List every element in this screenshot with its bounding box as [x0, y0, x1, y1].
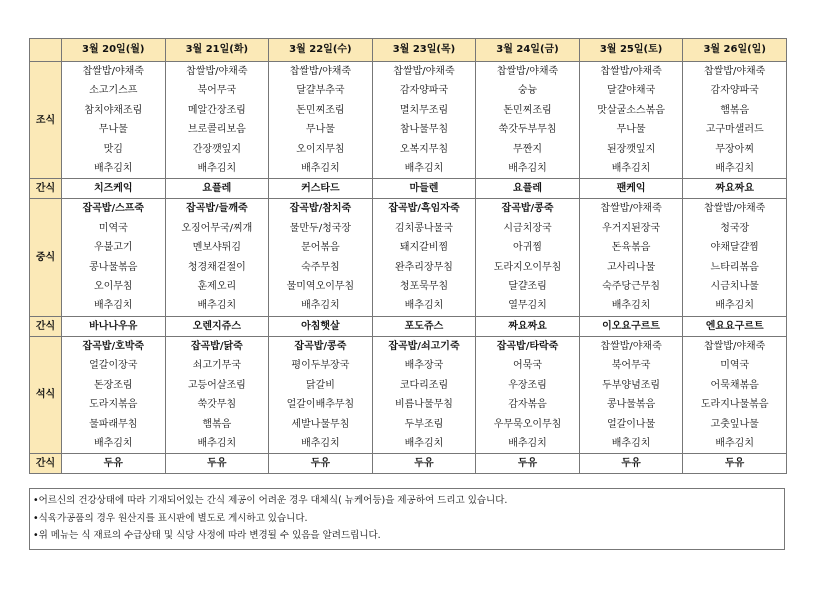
menu-item: 북어무국 — [165, 81, 269, 100]
menu-item: 쑥갓두부무침 — [476, 120, 580, 139]
snack-item: 치즈케익 — [62, 179, 166, 199]
menu-item: 미역국 — [683, 356, 787, 375]
menu-item: 오이지무침 — [269, 140, 373, 159]
lunch-row — [30, 238, 787, 257]
menu-item: 돈민찌조림 — [476, 101, 580, 120]
menu-item: 숭늉 — [476, 81, 580, 100]
menu-item: 고춧잎나물 — [683, 415, 787, 434]
menu-item: 우무묵오이무침 — [476, 415, 580, 434]
menu-item: 잡곡밥/콩죽 — [269, 336, 373, 356]
breakfast-label: 조식 — [30, 62, 62, 179]
dinner-row — [30, 376, 787, 395]
menu-item: 햄볶음 — [683, 101, 787, 120]
menu-item: 찹쌀밥/야채죽 — [683, 199, 787, 219]
menu-item: 달걀조림 — [476, 277, 580, 296]
lunch-label: 중식 — [30, 199, 62, 316]
menu-item: 우거지된장국 — [579, 219, 683, 238]
menu-item: 찹쌀밥/야채죽 — [62, 62, 166, 82]
menu-item: 감자양파국 — [683, 81, 787, 100]
lunch-row — [30, 277, 787, 296]
menu-item: 열무김치 — [476, 296, 580, 316]
menu-item: 배추장국 — [372, 356, 476, 375]
snack-item: 짜요짜요 — [683, 179, 787, 199]
snack-item: 두유 — [165, 454, 269, 474]
menu-item: 오복지무침 — [372, 140, 476, 159]
snack3-label: 간식 — [30, 454, 62, 474]
menu-item: 찹쌀밥/야채죽 — [683, 62, 787, 82]
menu-item: 돼지갈비찜 — [372, 238, 476, 257]
menu-body — [30, 62, 787, 474]
menu-item: 잡곡밥/닭죽 — [165, 336, 269, 356]
snack-item: 이오요구르트 — [579, 316, 683, 336]
menu-item: 돈육볶음 — [579, 238, 683, 257]
menu-item: 찹쌀밥/야채죽 — [579, 199, 683, 219]
menu-item: 청포묵무침 — [372, 277, 476, 296]
menu-item: 무나물 — [579, 120, 683, 139]
dinner-row — [30, 336, 787, 356]
dinner-row — [30, 395, 787, 414]
menu-item: 잡곡밥/쇠고기죽 — [372, 336, 476, 356]
note-line: •식육가공품의 경우 원산지를 표시판에 별도로 게시하고 있습니다. — [33, 512, 308, 524]
menu-item: 무짠지 — [476, 140, 580, 159]
snack-item: 짜요짜요 — [476, 316, 580, 336]
note-line: •어르신의 건강상태에 따라 기재되어있는 간식 제공이 어려운 경우 대체식( 뉴케어등)을 제공하여 드리고 있습니다. — [33, 495, 508, 506]
menu-item: 배추김치 — [62, 296, 166, 316]
menu-item: 배추김치 — [476, 159, 580, 179]
menu-item: 두부양념조림 — [579, 376, 683, 395]
notes-box — [29, 488, 785, 550]
menu-item: 고구마샐러드 — [683, 120, 787, 139]
menu-item: 배추김치 — [579, 159, 683, 179]
menu-item: 배추김치 — [269, 434, 373, 454]
breakfast-row — [30, 120, 787, 139]
menu-item: 도라지나물볶음 — [683, 395, 787, 414]
menu-item: 오징어무국/찌개 — [165, 219, 269, 238]
menu-item: 돈장조림 — [62, 376, 166, 395]
menu-item: 돈민찌조림 — [269, 101, 373, 120]
menu-item: 어묵채볶음 — [683, 376, 787, 395]
menu-item: 찹쌀밥/야채죽 — [683, 336, 787, 356]
snack2-row — [30, 316, 787, 336]
menu-item: 닭갈비 — [269, 376, 373, 395]
menu-item: 고등어살조림 — [165, 376, 269, 395]
day-header: 3월 26일(일) — [683, 39, 787, 62]
dinner-label: 석식 — [30, 336, 62, 453]
snack-item: 두유 — [372, 454, 476, 474]
menu-item: 배추김치 — [372, 296, 476, 316]
snack-item: 요플레 — [476, 179, 580, 199]
menu-item: 배추김치 — [165, 159, 269, 179]
menu-item: 브로콜리보음 — [165, 120, 269, 139]
menu-item: 찹쌀밥/야채죽 — [579, 62, 683, 82]
menu-item: 배추김치 — [165, 296, 269, 316]
menu-item: 쇠고기무국 — [165, 356, 269, 375]
menu-item: 두부조림 — [372, 415, 476, 434]
menu-item: 코다리조림 — [372, 376, 476, 395]
menu-item: 소고기스프 — [62, 81, 166, 100]
menu-item: 잡곡밥/타락죽 — [476, 336, 580, 356]
snack-item: 두유 — [62, 454, 166, 474]
menu-item: 감자양파국 — [372, 81, 476, 100]
snack-item: 엔요요구르트 — [683, 316, 787, 336]
menu-item: 얼갈이배추무침 — [269, 395, 373, 414]
menu-item: 잡곡밥/들깨죽 — [165, 199, 269, 219]
menu-item: 맛김 — [62, 140, 166, 159]
menu-item: 미역국 — [62, 219, 166, 238]
menu-item: 감자볶음 — [476, 395, 580, 414]
day-header: 3월 25일(토) — [579, 39, 683, 62]
menu-item: 멘보샤튀김 — [165, 238, 269, 257]
menu-item: 참치야채조림 — [62, 101, 166, 120]
menu-item: 배추김치 — [269, 296, 373, 316]
menu-item: 쑥갓무침 — [165, 395, 269, 414]
menu-item: 배추김치 — [372, 434, 476, 454]
menu-item: 잡곡밥/콩죽 — [476, 199, 580, 219]
note-line: •위 메뉴는 식 재료의 수급상태 및 식당 사정에 따라 변경될 수 있음을 알려드립니다. — [33, 530, 381, 541]
day-header: 3월 24일(금) — [476, 39, 580, 62]
menu-item: 시금치장국 — [476, 219, 580, 238]
snack1-row — [30, 179, 787, 199]
menu-item: 달걀야채국 — [579, 81, 683, 100]
menu-item: 도라지볶음 — [62, 395, 166, 414]
dinner-row — [30, 415, 787, 434]
snack-item: 팬케익 — [579, 179, 683, 199]
menu-item: 훈제오리 — [165, 277, 269, 296]
menu-item: 북어무국 — [579, 356, 683, 375]
menu-item: 시금치나물 — [683, 277, 787, 296]
menu-item: 야채달걀찜 — [683, 238, 787, 257]
menu-item: 참나물무침 — [372, 120, 476, 139]
header-corner — [30, 39, 62, 62]
menu-item: 무나물 — [269, 120, 373, 139]
snack-item: 두유 — [683, 454, 787, 474]
menu-item: 찹쌀밥/야채죽 — [476, 62, 580, 82]
menu-item: 물만두/청국장 — [269, 219, 373, 238]
menu-item: 무나물 — [62, 120, 166, 139]
menu-item: 햄볶음 — [165, 415, 269, 434]
menu-item: 잡곡밥/흑임자죽 — [372, 199, 476, 219]
menu-item: 배추김치 — [372, 159, 476, 179]
menu-item: 세발나물무침 — [269, 415, 373, 434]
menu-item: 배추김치 — [62, 434, 166, 454]
snack-item: 마들렌 — [372, 179, 476, 199]
menu-item: 된장깻잎지 — [579, 140, 683, 159]
menu-item: 잡곡밥/호박죽 — [62, 336, 166, 356]
menu-item: 배추김치 — [579, 296, 683, 316]
menu-item: 우장조림 — [476, 376, 580, 395]
menu-item: 완추리장무침 — [372, 258, 476, 277]
menu-item: 배추김치 — [683, 159, 787, 179]
lunch-row — [30, 219, 787, 238]
menu-item: 배추김치 — [62, 159, 166, 179]
menu-item: 달걀부추국 — [269, 81, 373, 100]
dinner-row — [30, 356, 787, 375]
menu-item: 배추김치 — [683, 296, 787, 316]
breakfast-row — [30, 62, 787, 82]
menu-item: 숙주무침 — [269, 258, 373, 277]
menu-item: 청경채겉절이 — [165, 258, 269, 277]
menu-item: 찹쌀밥/야채죽 — [269, 62, 373, 82]
menu-item: 도라지오이무침 — [476, 258, 580, 277]
menu-item: 무장아찌 — [683, 140, 787, 159]
menu-item: 잡곡밥/스프죽 — [62, 199, 166, 219]
snack2-label: 간식 — [30, 316, 62, 336]
menu-item: 얼갈이나물 — [579, 415, 683, 434]
breakfast-row — [30, 101, 787, 120]
snack-item: 두유 — [476, 454, 580, 474]
lunch-row — [30, 258, 787, 277]
day-header: 3월 22일(수) — [269, 39, 373, 62]
menu-item: 배추김치 — [683, 434, 787, 454]
menu-item: 고사리나물 — [579, 258, 683, 277]
snack3-row — [30, 454, 787, 474]
menu-item: 배추김치 — [165, 434, 269, 454]
menu-item: 우불고기 — [62, 238, 166, 257]
weekly-menu-table — [29, 38, 787, 474]
menu-item: 평이두부장국 — [269, 356, 373, 375]
menu-item: 물파래무침 — [62, 415, 166, 434]
menu-item: 얼갈이장국 — [62, 356, 166, 375]
menu-item: 맛살굴소스볶음 — [579, 101, 683, 120]
menu-item: 아귀찜 — [476, 238, 580, 257]
menu-item: 숙주당근무침 — [579, 277, 683, 296]
breakfast-row — [30, 81, 787, 100]
day-header: 3월 21일(화) — [165, 39, 269, 62]
day-header: 3월 20일(월) — [62, 39, 166, 62]
snack-item: 두유 — [269, 454, 373, 474]
snack-item: 두유 — [579, 454, 683, 474]
menu-item: 배추김치 — [269, 159, 373, 179]
menu-item: 느타리볶음 — [683, 258, 787, 277]
snack-item: 아침햇살 — [269, 316, 373, 336]
breakfast-row — [30, 159, 787, 179]
menu-item: 콩나물볶음 — [579, 395, 683, 414]
menu-item: 콩나물볶음 — [62, 258, 166, 277]
breakfast-row — [30, 140, 787, 159]
snack-item: 포도쥬스 — [372, 316, 476, 336]
menu-item: 비름나물무침 — [372, 395, 476, 414]
lunch-row — [30, 296, 787, 316]
menu-item: 찹쌀밥/야채죽 — [165, 62, 269, 82]
day-header: 3월 23일(목) — [372, 39, 476, 62]
snack-item: 커스타드 — [269, 179, 373, 199]
dinner-row — [30, 434, 787, 454]
menu-item: 찹쌀밥/야채죽 — [372, 62, 476, 82]
menu-item: 멸치무조림 — [372, 101, 476, 120]
header-row — [30, 39, 787, 62]
menu-item: 배추김치 — [579, 434, 683, 454]
menu-item: 물미역오이무침 — [269, 277, 373, 296]
menu-item: 잡곡밥/참치죽 — [269, 199, 373, 219]
menu-item: 청국장 — [683, 219, 787, 238]
menu-item: 간장깻잎지 — [165, 140, 269, 159]
menu-item: 메알간장조림 — [165, 101, 269, 120]
snack1-label: 간식 — [30, 179, 62, 199]
snack-item: 오렌지쥬스 — [165, 316, 269, 336]
snack-item: 요플레 — [165, 179, 269, 199]
menu-item: 김치콩나물국 — [372, 219, 476, 238]
menu-item: 오이무침 — [62, 277, 166, 296]
lunch-row — [30, 199, 787, 219]
menu-item: 문어볶음 — [269, 238, 373, 257]
menu-item: 어묵국 — [476, 356, 580, 375]
menu-item: 찹쌀밥/야채죽 — [579, 336, 683, 356]
snack-item: 바나나우유 — [62, 316, 166, 336]
menu-item: 배추김치 — [476, 434, 580, 454]
